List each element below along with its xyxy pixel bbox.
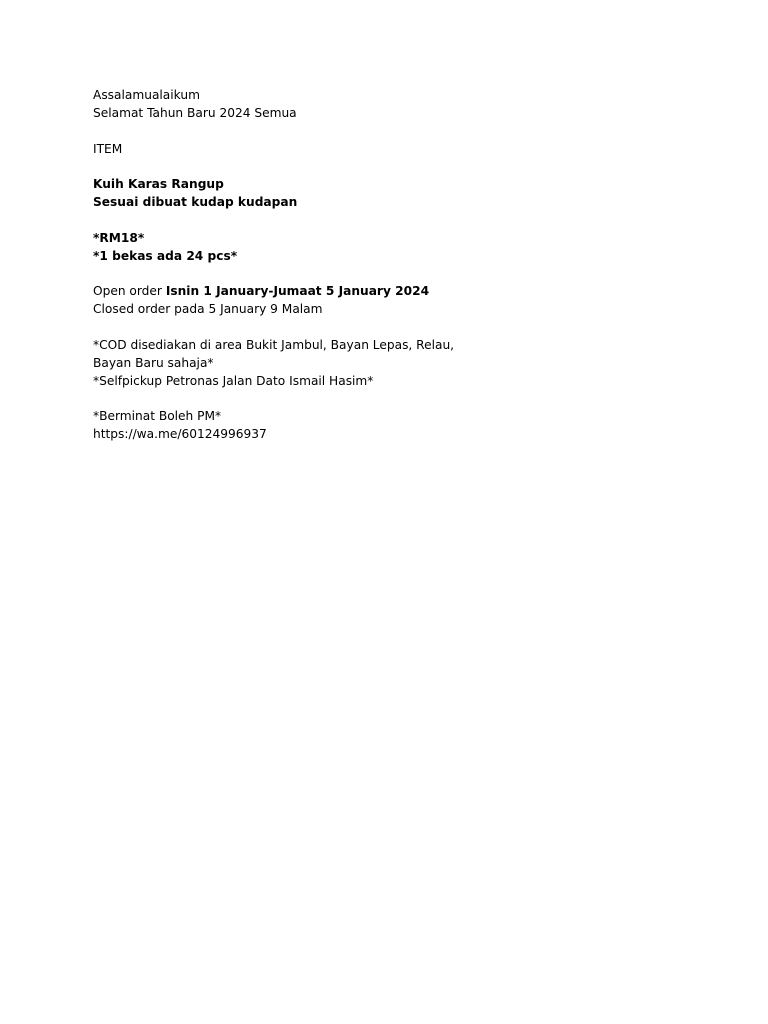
- selfpickup-text: *Selfpickup Petronas Jalan Dato Ismail Hasim*: [93, 373, 374, 388]
- closed-order-text: Closed order pada 5 January 9 Malam: [93, 302, 323, 317]
- blank-line: [93, 158, 693, 176]
- greeting-text: Assalamualaikum: [93, 88, 200, 102]
- open-order-line: [93, 283, 693, 301]
- blank-line: [93, 265, 693, 283]
- cod-text-line-2: Bayan Baru sahaja*: [93, 355, 214, 370]
- item-heading: ITEM: [93, 141, 123, 156]
- cod-text-line-1: *COD disediakan di area Bukit Jambul, Bayan Lepas, Relau,: [93, 337, 455, 352]
- product-name: Kuih Karas Rangup: [93, 177, 224, 192]
- blank-line: [93, 123, 693, 141]
- product-description: Sesuai dibuat kudap kudapan: [93, 195, 298, 210]
- blank-line: [93, 319, 693, 337]
- document-page: [93, 87, 693, 444]
- interest-text: *Berminat Boleh PM*: [93, 409, 222, 424]
- price-text: *RM18*: [93, 230, 145, 245]
- blank-line: [93, 212, 693, 230]
- blank-line: [93, 390, 693, 408]
- whatsapp-link[interactable]: https://wa.me/60124996937: [93, 427, 267, 442]
- open-order-label: Open order: [93, 284, 166, 299]
- new-year-text: Selamat Tahun Baru 2024 Semua: [93, 105, 297, 120]
- open-order-dates: Isnin 1 January-Jumaat 5 January 2024: [165, 284, 430, 299]
- quantity-text: *1 bekas ada 24 pcs*: [93, 248, 238, 263]
